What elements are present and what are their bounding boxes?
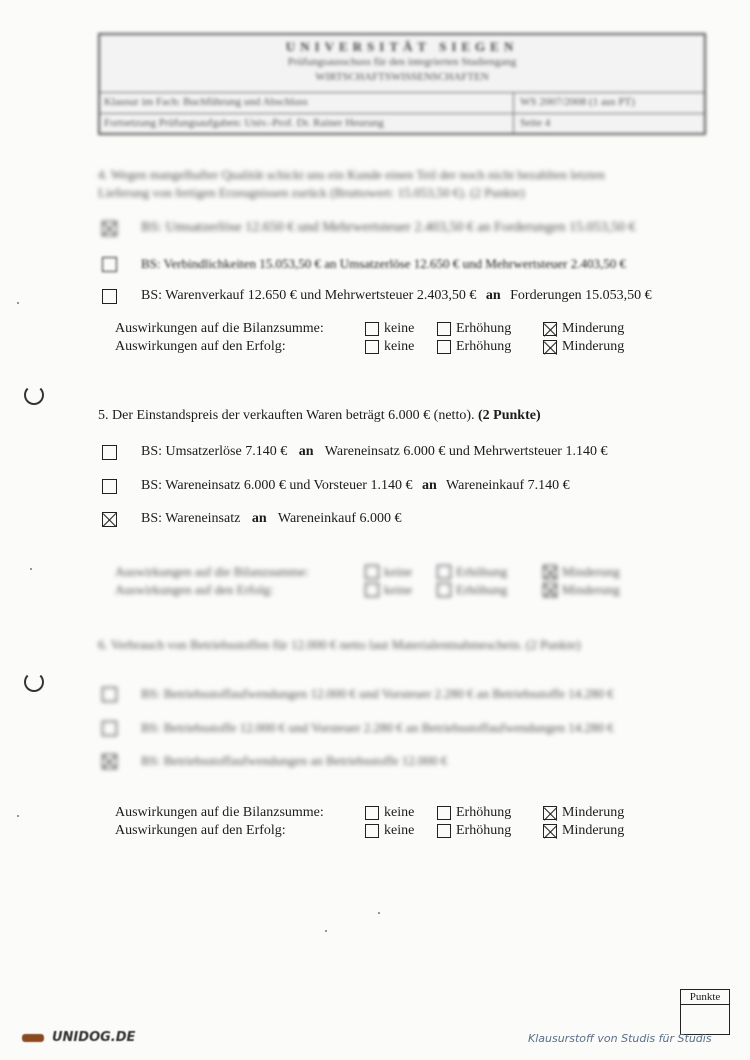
q4-erfolg-keine[interactable] <box>365 338 431 356</box>
exam-subject: Klausur im Fach: Buchführung und Abschluss <box>100 93 514 113</box>
q6-bilanz-label: Auswirkungen auf die Bilanzsumme: <box>115 805 324 820</box>
q4-bilanz-minderung[interactable] <box>543 320 624 338</box>
q5-option-3-an: an <box>251 511 267 526</box>
q4-bilanz-erhoehung-label: Erhöhung <box>456 321 512 336</box>
q5-bilanz-minderung-checkbox[interactable] <box>543 565 557 579</box>
q4-option-3[interactable] <box>102 288 652 304</box>
q5-bilanz-erhoehung[interactable] <box>437 563 537 581</box>
q6-erfolg-minderung[interactable] <box>543 822 624 840</box>
q5-erfolg-label: Auswirkungen auf den Erfolg: <box>115 582 274 597</box>
q4-option-1-checkbox[interactable] <box>102 221 117 236</box>
q5-erfolg-erhoehung[interactable] <box>437 581 537 599</box>
q5-option-3-checkbox[interactable] <box>102 512 117 527</box>
question-4-title-line2: Lieferung von fertigen Erzeugnissen zurück (Bruttowert: 15.053,50 €). (2 Punkte) <box>98 185 525 200</box>
page-number: Seite 4 <box>520 117 551 129</box>
committee-line: Prüfungsausschuss für den integrierten Studiengang <box>287 56 517 68</box>
q6-bilanz-keine[interactable] <box>365 804 431 822</box>
q6-effects <box>115 804 630 840</box>
exam-semester: WS 2007/2008 (1 aus PT) <box>520 96 635 108</box>
q4-bilanz-erhoehung[interactable] <box>437 320 537 338</box>
scan-speck <box>30 568 32 570</box>
q6-bilanz-erhoehung-checkbox[interactable] <box>437 806 451 820</box>
q5-option-2-text <box>141 478 570 494</box>
q5-effects-erfolg-row <box>115 581 626 599</box>
q6-bilanz-keine-checkbox[interactable] <box>365 806 379 820</box>
q4-bilanz-keine-checkbox[interactable] <box>365 322 379 336</box>
q6-erfolg-label: Auswirkungen auf den Erfolg: <box>115 823 286 838</box>
q6-option-1-checkbox[interactable] <box>102 687 117 702</box>
question-4-title-line1: 4. Wegen mangelhafter Qualität schickt uns ein Kunde einen Teil der noch nicht bezahlten letzten <box>98 167 605 182</box>
punch-hole-mark <box>24 672 44 692</box>
points-box-label: Punkte <box>681 990 729 1005</box>
q6-erfolg-erhoehung[interactable] <box>437 822 537 840</box>
q5-option-3[interactable] <box>102 511 402 527</box>
q6-option-2[interactable] <box>102 720 614 736</box>
q6-bilanz-minderung-checkbox[interactable] <box>543 806 557 820</box>
q4-erfolg-minderung-label: Minderung <box>562 339 625 354</box>
q5-erfolg-minderung-label: Minderung <box>562 582 620 597</box>
q6-effects-bilanz-row <box>115 804 630 822</box>
q5-option-2-checkbox[interactable] <box>102 479 117 494</box>
q5-erfolg-erhoehung-checkbox[interactable] <box>437 583 451 597</box>
q5-effects <box>115 563 626 599</box>
q5-erfolg-minderung-checkbox[interactable] <box>543 583 557 597</box>
question-5-title-text: 5. Der Einstandspreis der verkauften Waren beträgt 6.000 € (netto). <box>98 408 475 423</box>
university-name: UNIVERSITÄT SIEGEN <box>285 39 519 54</box>
q4-effects-erfolg-row <box>115 338 630 356</box>
q5-option-1-an: an <box>298 444 314 459</box>
q5-option-3-credit: Wareneinkauf 6.000 € <box>277 511 402 526</box>
q6-option-3[interactable] <box>102 753 447 769</box>
question-5-title <box>98 407 541 425</box>
q6-bilanz-erhoehung[interactable] <box>437 804 537 822</box>
q5-option-1[interactable] <box>102 444 607 460</box>
exam-continuation: Fortsetzung Prüfungsaufgaben: Univ.-Prof. Dr. Rainer Heurung <box>100 114 514 135</box>
q5-option-1-checkbox[interactable] <box>102 445 117 460</box>
q4-effects-bilanz-row <box>115 320 630 338</box>
q4-option-1-text: BS: Umsatzerlöse 12.650 € und Mehrwertsteuer 2.403,50 € an Forderungen 15.053,50 € <box>141 220 636 235</box>
q6-erfolg-erhoehung-label: Erhöhung <box>456 823 512 838</box>
q4-erfolg-minderung-checkbox[interactable] <box>543 340 557 354</box>
q4-bilanz-keine-label: keine <box>384 321 415 336</box>
q5-bilanz-erhoehung-checkbox[interactable] <box>437 565 451 579</box>
q4-option-3-text <box>141 288 652 304</box>
q5-bilanz-erhoehung-label: Erhöhung <box>456 564 508 579</box>
q6-option-1-text: BS: Betriebsstoffaufwendungen 12.000 € und Vorsteuer 2.280 € an Betriebsstoffe 14.280 € <box>141 686 614 701</box>
faculty-line: WIRTSCHAFTSWISSENSCHAFTEN <box>315 71 489 83</box>
q6-option-3-text: BS: Betriebsstoffaufwendungen an Betriebsstoffe 12.000 € <box>141 753 448 768</box>
q5-option-2-an: an <box>421 478 437 493</box>
q6-erfolg-erhoehung-checkbox[interactable] <box>437 824 451 838</box>
q6-option-2-checkbox[interactable] <box>102 721 117 736</box>
q4-option-3-debit: BS: Warenverkauf 12.650 € und Mehrwertsteuer 2.403,50 € <box>141 288 477 303</box>
footer-tagline: Klausurstoff von Studis für Studis <box>528 1032 712 1045</box>
q4-option-3-credit: Forderungen 15.053,50 € <box>510 288 652 303</box>
q6-effects-erfolg-row <box>115 822 630 840</box>
punch-hole-mark <box>24 385 44 405</box>
question-6-title: 6. Verbrauch von Betriebsstoffen für 12.000 € netto laut Materialentnahmeschein. (2 Punkte) <box>98 637 581 652</box>
q4-option-3-checkbox[interactable] <box>102 289 117 304</box>
q6-bilanz-minderung-label: Minderung <box>562 805 625 820</box>
q5-bilanz-keine-checkbox[interactable] <box>365 565 379 579</box>
scan-speck <box>17 815 19 817</box>
q4-effects <box>115 320 630 356</box>
q4-bilanz-label: Auswirkungen auf die Bilanzsumme: <box>115 321 324 336</box>
q6-bilanz-keine-label: keine <box>384 805 415 820</box>
q5-bilanz-label: Auswirkungen auf die Bilanzsumme: <box>115 564 309 579</box>
q4-erfolg-minderung[interactable] <box>543 338 624 356</box>
footer-logo <box>22 1030 135 1045</box>
q5-option-3-text <box>141 511 402 527</box>
question-4-title <box>98 166 605 202</box>
q6-option-3-checkbox[interactable] <box>102 754 117 769</box>
q5-erfolg-erhoehung-label: Erhöhung <box>456 582 508 597</box>
q4-erfolg-erhoehung-checkbox[interactable] <box>437 340 451 354</box>
q6-option-1[interactable] <box>102 686 614 702</box>
q6-erfolg-keine[interactable] <box>365 822 431 840</box>
q5-bilanz-keine[interactable] <box>365 563 431 581</box>
q4-erfolg-keine-label: keine <box>384 339 415 354</box>
q5-option-2[interactable] <box>102 478 570 494</box>
q5-option-3-debit: BS: Wareneinsatz <box>141 511 241 526</box>
q6-erfolg-minderung-label: Minderung <box>562 823 625 838</box>
q4-option-1[interactable] <box>102 220 636 236</box>
q5-erfolg-minderung[interactable] <box>543 581 620 599</box>
q6-bilanz-erhoehung-label: Erhöhung <box>456 805 512 820</box>
q5-bilanz-keine-label: keine <box>384 564 413 579</box>
q5-bilanz-minderung[interactable] <box>543 563 620 581</box>
scan-speck <box>378 912 380 914</box>
q6-erfolg-keine-checkbox[interactable] <box>365 824 379 838</box>
dog-logo-icon <box>22 1034 44 1042</box>
q6-option-2-text: BS: Betriebsstoffe 12.000 € und Vorsteuer 2.280 € an Betriebsstoffaufwendungen 14.280 € <box>141 720 614 735</box>
q4-erfolg-erhoehung[interactable] <box>437 338 537 356</box>
q5-option-1-credit: Wareneinsatz 6.000 € und Mehrwertsteuer 1.140 € <box>324 444 608 459</box>
q6-erfolg-keine-label: keine <box>384 823 415 838</box>
q5-erfolg-keine[interactable] <box>365 581 431 599</box>
q4-bilanz-minderung-checkbox[interactable] <box>543 322 557 336</box>
q4-erfolg-label: Auswirkungen auf den Erfolg: <box>115 339 286 354</box>
q6-bilanz-minderung[interactable] <box>543 804 624 822</box>
q4-option-2[interactable] <box>102 256 626 272</box>
q5-option-2-credit: Wareneinkauf 7.140 € <box>446 478 570 493</box>
q5-erfolg-keine-checkbox[interactable] <box>365 583 379 597</box>
q5-effects-bilanz-row <box>115 563 626 581</box>
points-box <box>680 989 730 1035</box>
scan-speck <box>325 930 327 932</box>
q5-option-2-debit: BS: Wareneinsatz 6.000 € und Vorsteuer 1.140 € <box>141 478 413 493</box>
q4-option-3-an: an <box>485 288 501 303</box>
q4-erfolg-erhoehung-label: Erhöhung <box>456 339 512 354</box>
q4-bilanz-keine[interactable] <box>365 320 431 338</box>
q6-erfolg-minderung-checkbox[interactable] <box>543 824 557 838</box>
question-5-points: (2 Punkte) <box>478 408 541 423</box>
q4-option-2-text: BS: Verbindlichkeiten 15.053,50 € an Umsatzerlöse 12.650 € und Mehrwertsteuer 2.403,50 € <box>141 256 627 271</box>
scan-speck <box>17 302 19 304</box>
q4-option-2-checkbox[interactable] <box>102 257 117 272</box>
exam-header-box <box>98 33 706 135</box>
q5-option-1-debit: BS: Umsatzerlöse 7.140 € <box>141 444 288 459</box>
q5-bilanz-minderung-label: Minderung <box>562 564 620 579</box>
q5-erfolg-keine-label: keine <box>384 582 413 597</box>
q4-bilanz-minderung-label: Minderung <box>562 321 625 336</box>
q4-bilanz-erhoehung-checkbox[interactable] <box>437 322 451 336</box>
q5-option-1-text <box>141 444 607 460</box>
q4-erfolg-keine-checkbox[interactable] <box>365 340 379 354</box>
footer-logo-text: UNIDOG.DE <box>52 1030 136 1045</box>
